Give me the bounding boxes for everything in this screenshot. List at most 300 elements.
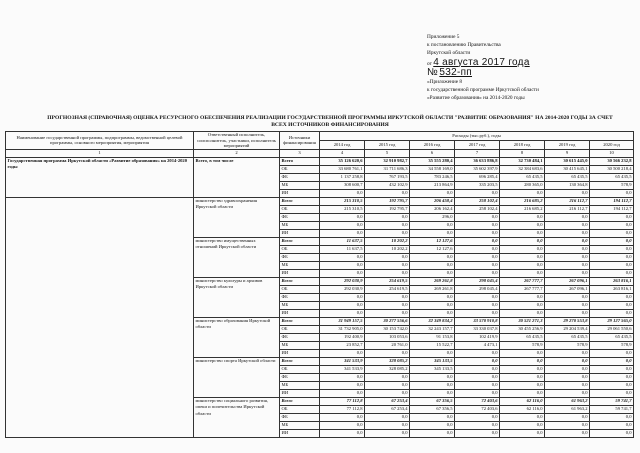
value-cell: 0,0 bbox=[320, 189, 365, 197]
value-cell: 0,0 bbox=[545, 381, 590, 389]
value-cell: 0,0 bbox=[320, 413, 365, 421]
value-cell: 0,0 bbox=[410, 229, 455, 237]
value-cell: 0,0 bbox=[365, 389, 410, 397]
value-cell: 0,0 bbox=[410, 293, 455, 301]
value-cell: 59 741,7 bbox=[590, 397, 634, 405]
value-cell: 65 435,5 bbox=[500, 173, 545, 181]
source-cell: МБ bbox=[280, 221, 320, 229]
value-cell: 216 685,2 bbox=[500, 197, 545, 205]
source-cell: ОБ bbox=[280, 245, 320, 253]
value-cell: 0,0 bbox=[320, 389, 365, 397]
value-cell: 65 435,5 bbox=[545, 173, 590, 181]
value-cell: 0,0 bbox=[410, 389, 455, 397]
value-cell: 0,0 bbox=[410, 421, 455, 429]
value-cell: 0,0 bbox=[590, 373, 634, 381]
value-cell: 0,0 bbox=[410, 253, 455, 261]
value-cell: 0,0 bbox=[455, 237, 500, 245]
source-cell: ИИ bbox=[280, 269, 320, 277]
value-cell: 335 203,5 bbox=[455, 181, 500, 189]
value-cell: 298 045,4 bbox=[455, 277, 500, 285]
value-cell: 0,0 bbox=[410, 349, 455, 357]
value-cell: 61 963,2 bbox=[545, 397, 590, 405]
appendix-line-6: «Развитие образования» на 2014-2020 годы bbox=[427, 95, 525, 102]
value-cell: 32 349 834,2 bbox=[410, 317, 455, 325]
appendix-line-1: Приложение 5 bbox=[427, 34, 460, 40]
value-cell: 62 116,0 bbox=[500, 397, 545, 405]
value-cell: 258 102,4 bbox=[455, 205, 500, 213]
value-cell: 0,0 bbox=[320, 301, 365, 309]
value-cell: 0,0 bbox=[320, 221, 365, 229]
value-cell: 0,0 bbox=[365, 429, 410, 437]
value-cell: 269 261,8 bbox=[410, 285, 455, 293]
value-cell: 29 061 550,6 bbox=[590, 325, 634, 333]
value-cell: 0,0 bbox=[455, 429, 500, 437]
value-cell: 0,0 bbox=[500, 293, 545, 301]
value-cell: 33 330 037,8 bbox=[455, 325, 500, 333]
value-cell: 23 852,7 bbox=[320, 341, 365, 349]
value-cell: 0,0 bbox=[590, 357, 634, 365]
value-cell: 0,0 bbox=[590, 365, 634, 373]
value-cell: 0,0 bbox=[320, 309, 365, 317]
value-cell: 267 777,7 bbox=[500, 277, 545, 285]
value-cell: 67 356,5 bbox=[410, 405, 455, 413]
value-cell: 0,0 bbox=[455, 309, 500, 317]
value-cell: 0,0 bbox=[455, 253, 500, 261]
source-cell: Всего bbox=[280, 317, 320, 325]
value-cell: 0,0 bbox=[500, 373, 545, 381]
source-cell: МБ bbox=[280, 261, 320, 269]
value-cell: 0,0 bbox=[545, 421, 590, 429]
value-cell: 30 415 645,1 bbox=[545, 165, 590, 173]
executor-cell: министерство здравоохранения Иркутской области bbox=[194, 197, 280, 237]
value-cell: 72 403,6 bbox=[455, 397, 500, 405]
value-cell: 0,0 bbox=[545, 253, 590, 261]
value-cell: 35 555 280,4 bbox=[410, 157, 455, 165]
value-cell: 65 435,5 bbox=[545, 333, 590, 341]
source-cell: Всего bbox=[280, 157, 320, 165]
value-cell: 0,0 bbox=[545, 189, 590, 197]
column-index: 9 bbox=[545, 149, 590, 157]
value-cell: 91 153,8 bbox=[410, 333, 455, 341]
value-cell: 0,0 bbox=[590, 309, 634, 317]
value-cell: 292 030,9 bbox=[320, 285, 365, 293]
value-cell: 0,0 bbox=[590, 221, 634, 229]
value-cell: 0,0 bbox=[545, 293, 590, 301]
value-cell: 783 246,5 bbox=[410, 173, 455, 181]
value-cell: 30 455 256,9 bbox=[500, 325, 545, 333]
value-cell: 0,0 bbox=[590, 421, 634, 429]
value-cell: 578,9 bbox=[545, 341, 590, 349]
source-cell: МБ bbox=[280, 381, 320, 389]
value-cell: 0,0 bbox=[500, 221, 545, 229]
value-cell: 32 730 484,1 bbox=[500, 157, 545, 165]
executor-cell: министерство спорта Иркутской области bbox=[194, 357, 280, 397]
value-cell: 292 030,9 bbox=[320, 277, 365, 285]
column-index: 4 bbox=[320, 149, 365, 157]
value-cell: 0,0 bbox=[500, 389, 545, 397]
executor-cell: министерство имущественных отношений Иркутской области bbox=[194, 237, 280, 277]
header-row-1 bbox=[6, 132, 634, 141]
source-cell: ИИ bbox=[280, 429, 320, 437]
value-cell: 206 458,4 bbox=[410, 197, 455, 205]
value-cell: 0,0 bbox=[590, 213, 634, 221]
value-cell: 32 384 683,6 bbox=[500, 165, 545, 173]
value-cell: 0,0 bbox=[455, 349, 500, 357]
value-cell: 0,0 bbox=[410, 413, 455, 421]
value-cell: 0,0 bbox=[500, 381, 545, 389]
value-cell: 0,0 bbox=[320, 253, 365, 261]
value-cell: 0,0 bbox=[455, 229, 500, 237]
value-cell: 130 364,8 bbox=[545, 181, 590, 189]
value-cell: 103 053,6 bbox=[365, 333, 410, 341]
source-cell: Всего bbox=[280, 237, 320, 245]
value-cell: 31 732 905,0 bbox=[320, 325, 365, 333]
value-cell: 0,0 bbox=[590, 253, 634, 261]
value-cell: 0,0 bbox=[545, 229, 590, 237]
value-cell: 30 566 232,8 bbox=[590, 157, 634, 165]
value-cell: 215 310,5 bbox=[320, 205, 365, 213]
appendix-line-2: к постановлению Правительства bbox=[427, 42, 501, 49]
header-year: 2015 год bbox=[365, 140, 410, 149]
value-cell: 0,0 bbox=[590, 229, 634, 237]
value-cell: 0,0 bbox=[500, 357, 545, 365]
value-cell: 328 085,2 bbox=[365, 365, 410, 373]
source-cell: ФБ bbox=[280, 413, 320, 421]
value-cell: 0,0 bbox=[590, 293, 634, 301]
value-cell: 0,0 bbox=[365, 421, 410, 429]
source-cell: ОБ bbox=[280, 325, 320, 333]
source-cell: МБ bbox=[280, 421, 320, 429]
executor-cell: министерство культуры и архивов Иркутской области bbox=[194, 277, 280, 317]
value-cell: 578,9 bbox=[500, 341, 545, 349]
value-cell: 0,0 bbox=[455, 365, 500, 373]
value-cell: 0,0 bbox=[590, 429, 634, 437]
value-cell: 35 126 620,6 bbox=[320, 157, 365, 165]
executor-cell: министерство образования Иркутской области bbox=[194, 317, 280, 357]
header-executor: Ответственный исполнитель, соисполнитель, участники, исполнитель мероприятий bbox=[194, 132, 280, 150]
source-cell: ФБ bbox=[280, 373, 320, 381]
date-prefix: от bbox=[427, 60, 432, 67]
value-cell: 192 795,7 bbox=[365, 205, 410, 213]
value-cell: 0,0 bbox=[455, 261, 500, 269]
value-cell: 298 045,4 bbox=[455, 285, 500, 293]
document-title: ПРОГНОЗНАЯ (СПРАВОЧНАЯ) ОЦЕНКА РЕСУРСНОГО ОБЕСПЕЧЕНИЯ РЕАЛИЗАЦИИ ГОСУДАРСТВЕННОЙ ПРОГРАММЫ ИРКУТСКОЙ ОБЛАСТИ "РАЗВИТИЕ ОБРАЗОВАНИЯ" НА 2014-2020 ГОДЫ ЗА СЧЕТ ВСЕХ ИСТОЧНИКОВ ФИНАНСИРОВАНИЯ bbox=[47, 115, 613, 128]
appendix-line-4: «Приложение 8 bbox=[427, 79, 463, 86]
value-cell: 0,0 bbox=[590, 389, 634, 397]
executor-cell: министерство социального развития, опеки и попечительства Иркутской области bbox=[194, 397, 280, 437]
value-cell: 0,0 bbox=[545, 365, 590, 373]
source-cell: ФБ bbox=[280, 293, 320, 301]
value-cell: 0,0 bbox=[365, 221, 410, 229]
value-cell: 10 202,2 bbox=[365, 237, 410, 245]
value-cell: 77 112,8 bbox=[320, 405, 365, 413]
program-name-cell: Государственная программа Иркутской области «Развитие образования» на 2014-2020 годы bbox=[6, 157, 194, 197]
value-cell: 0,0 bbox=[545, 237, 590, 245]
value-cell: 0,0 bbox=[320, 213, 365, 221]
value-cell: 0,0 bbox=[320, 229, 365, 237]
value-cell: 0,0 bbox=[455, 213, 500, 221]
value-cell: 0,0 bbox=[455, 421, 500, 429]
column-index: 6 bbox=[410, 149, 455, 157]
value-cell: 0,0 bbox=[500, 253, 545, 261]
value-cell: 0,0 bbox=[455, 221, 500, 229]
value-cell: 11 637,5 bbox=[320, 237, 365, 245]
value-cell: 0,0 bbox=[590, 237, 634, 245]
source-cell: ИИ bbox=[280, 229, 320, 237]
value-cell: 263 816,1 bbox=[590, 277, 634, 285]
value-cell: 267 096,1 bbox=[545, 285, 590, 293]
value-cell: 578,9 bbox=[590, 341, 634, 349]
source-cell: ОБ bbox=[280, 165, 320, 173]
value-cell: 65 435,5 bbox=[500, 333, 545, 341]
table-row bbox=[6, 157, 634, 165]
value-cell: 0,0 bbox=[365, 349, 410, 357]
value-cell: 0,0 bbox=[545, 429, 590, 437]
value-cell: 0,0 bbox=[590, 245, 634, 253]
value-cell: 0,0 bbox=[365, 413, 410, 421]
value-cell: 30 521 271,3 bbox=[500, 317, 545, 325]
value-cell: 33 680 761,1 bbox=[320, 165, 365, 173]
value-cell: 32 243 157,7 bbox=[410, 325, 455, 333]
source-cell: Всего bbox=[280, 277, 320, 285]
table-row bbox=[6, 197, 634, 205]
value-cell: 0,0 bbox=[320, 261, 365, 269]
value-cell: 0,0 bbox=[410, 373, 455, 381]
value-cell: 254 619,5 bbox=[365, 285, 410, 293]
value-cell: 767 193,5 bbox=[365, 173, 410, 181]
value-cell: 341 533,9 bbox=[320, 365, 365, 373]
source-cell: ФБ bbox=[280, 213, 320, 221]
value-cell: 432 102,9 bbox=[365, 181, 410, 189]
header-source: Источники финансирования bbox=[280, 132, 320, 150]
value-cell: 0,0 bbox=[455, 189, 500, 197]
value-cell: 67 253,4 bbox=[365, 405, 410, 413]
value-cell: 0,0 bbox=[500, 261, 545, 269]
value-cell: 0,0 bbox=[590, 413, 634, 421]
value-cell: 0,0 bbox=[455, 373, 500, 381]
value-cell: 216 112,7 bbox=[545, 205, 590, 213]
value-cell: 12 127,6 bbox=[410, 237, 455, 245]
value-cell: 206 162,4 bbox=[410, 205, 455, 213]
value-cell: 308 600,7 bbox=[320, 181, 365, 189]
value-cell: 29 204 539,4 bbox=[545, 325, 590, 333]
value-cell: 345 133,5 bbox=[410, 365, 455, 373]
source-cell: МБ bbox=[280, 341, 320, 349]
value-cell: 77 112,8 bbox=[320, 397, 365, 405]
value-cell: 0,0 bbox=[365, 293, 410, 301]
column-index-row bbox=[6, 149, 634, 157]
value-cell: 0,0 bbox=[545, 373, 590, 381]
value-cell: 0,0 bbox=[545, 221, 590, 229]
column-index: 2 bbox=[194, 149, 280, 157]
source-cell: Всего bbox=[280, 357, 320, 365]
value-cell: 0,0 bbox=[365, 381, 410, 389]
value-cell: 0,0 bbox=[365, 189, 410, 197]
value-cell: 0,0 bbox=[365, 269, 410, 277]
value-cell: 0,0 bbox=[455, 413, 500, 421]
value-cell: 0,0 bbox=[500, 245, 545, 253]
value-cell: 0,0 bbox=[545, 309, 590, 317]
executor-cell: Всего, в том числе bbox=[194, 157, 280, 197]
value-cell: 31 711 686,3 bbox=[365, 165, 410, 173]
value-cell: 0,0 bbox=[410, 189, 455, 197]
header-year: 2018 год bbox=[500, 140, 545, 149]
value-cell: 0,0 bbox=[500, 429, 545, 437]
value-cell: 0,0 bbox=[320, 349, 365, 357]
appendix-number-line bbox=[427, 68, 627, 78]
value-cell: 578,9 bbox=[590, 181, 634, 189]
source-cell: ОБ bbox=[280, 285, 320, 293]
value-cell: 30 500 218,4 bbox=[590, 165, 634, 173]
value-cell: 11 637,5 bbox=[320, 245, 365, 253]
source-cell: ОБ bbox=[280, 405, 320, 413]
source-cell: ФБ bbox=[280, 173, 320, 181]
value-cell: 0,0 bbox=[365, 253, 410, 261]
value-cell: 213 864,9 bbox=[410, 181, 455, 189]
source-cell: ФБ bbox=[280, 253, 320, 261]
value-cell: 0,0 bbox=[455, 301, 500, 309]
value-cell: 30 615 445,0 bbox=[545, 157, 590, 165]
value-cell: 0,0 bbox=[410, 221, 455, 229]
value-cell: 0,0 bbox=[320, 429, 365, 437]
value-cell: 0,0 bbox=[500, 309, 545, 317]
value-cell: 0,0 bbox=[590, 381, 634, 389]
value-cell: 0,0 bbox=[590, 261, 634, 269]
source-cell: ИИ bbox=[280, 389, 320, 397]
value-cell: 29 270 553,8 bbox=[545, 317, 590, 325]
value-cell: 0,0 bbox=[590, 301, 634, 309]
value-cell: 0,0 bbox=[590, 189, 634, 197]
value-cell: 32 910 982,7 bbox=[365, 157, 410, 165]
value-cell: 67 356,5 bbox=[410, 397, 455, 405]
value-cell: 0,0 bbox=[545, 349, 590, 357]
value-cell: 0,0 bbox=[320, 269, 365, 277]
value-cell: 0,0 bbox=[455, 269, 500, 277]
value-cell: 215 310,5 bbox=[320, 197, 365, 205]
value-cell: 0,0 bbox=[500, 189, 545, 197]
value-cell: 0,0 bbox=[500, 421, 545, 429]
value-cell: 269 261,8 bbox=[410, 277, 455, 285]
source-cell: ОБ bbox=[280, 205, 320, 213]
value-cell: 194 112,7 bbox=[590, 197, 634, 205]
value-cell: 59 741,7 bbox=[590, 405, 634, 413]
value-cell: 0,0 bbox=[410, 381, 455, 389]
value-cell: 0,0 bbox=[455, 293, 500, 301]
value-cell: 0,0 bbox=[500, 349, 545, 357]
value-cell: 267 096,1 bbox=[545, 277, 590, 285]
value-cell: 102 419,9 bbox=[455, 333, 500, 341]
value-cell: 192 400,9 bbox=[320, 333, 365, 341]
header-year: 2016 год bbox=[410, 140, 455, 149]
value-cell: 33 570 910,8 bbox=[455, 317, 500, 325]
value-cell: 67 253,4 bbox=[365, 397, 410, 405]
value-cell: 65 435,5 bbox=[590, 173, 634, 181]
source-cell: ОБ bbox=[280, 365, 320, 373]
value-cell: 0,0 bbox=[455, 381, 500, 389]
column-index: 7 bbox=[455, 149, 500, 157]
value-cell: 0,0 bbox=[500, 213, 545, 221]
number-prefix: № bbox=[427, 66, 439, 78]
value-cell: 36 633 886,8 bbox=[455, 157, 500, 165]
value-cell: 0,0 bbox=[500, 229, 545, 237]
value-cell: 696 285,4 bbox=[455, 173, 500, 181]
value-cell: 0,0 bbox=[545, 389, 590, 397]
value-cell: 0,0 bbox=[365, 309, 410, 317]
value-cell: 0,0 bbox=[545, 357, 590, 365]
column-index: 10 bbox=[590, 149, 634, 157]
value-cell: 216 685,2 bbox=[500, 205, 545, 213]
value-cell: 29 127 565,0 bbox=[590, 317, 634, 325]
value-cell: 0,0 bbox=[545, 301, 590, 309]
value-cell: 0,0 bbox=[545, 261, 590, 269]
value-cell: 0,0 bbox=[500, 237, 545, 245]
value-cell: 254 619,5 bbox=[365, 277, 410, 285]
value-cell: 31 949 157,5 bbox=[320, 317, 365, 325]
header-year: 2020 год bbox=[590, 140, 634, 149]
value-cell: 258 102,4 bbox=[455, 197, 500, 205]
source-cell: ИИ bbox=[280, 349, 320, 357]
header-year: 2019 год bbox=[545, 140, 590, 149]
source-cell: ИИ bbox=[280, 189, 320, 197]
value-cell: 15 522,7 bbox=[410, 341, 455, 349]
header-name: Наименование государственной программы, подпрограммы, ведомственной целевой программы, основного мероприятия, мероприятия bbox=[6, 132, 194, 150]
source-cell: ИИ bbox=[280, 309, 320, 317]
value-cell: 0,0 bbox=[365, 373, 410, 381]
value-cell: 35 602 397,9 bbox=[455, 165, 500, 173]
value-cell: 0,0 bbox=[545, 213, 590, 221]
source-cell: МБ bbox=[280, 181, 320, 189]
header-year: 2017 год bbox=[455, 140, 500, 149]
value-cell: 0,0 bbox=[365, 229, 410, 237]
value-cell: 0,0 bbox=[410, 309, 455, 317]
column-index: 5 bbox=[365, 149, 410, 157]
value-cell: 0,0 bbox=[500, 413, 545, 421]
value-cell: 1 137 258,8 bbox=[320, 173, 365, 181]
value-cell: 20 761,0 bbox=[365, 341, 410, 349]
source-cell: Всего bbox=[280, 197, 320, 205]
header-expenses: Расходы (тыс.руб.), годы bbox=[320, 132, 634, 141]
value-cell: 216 112,7 bbox=[545, 197, 590, 205]
value-cell: 61 963,2 bbox=[545, 405, 590, 413]
value-cell: 0,0 bbox=[545, 413, 590, 421]
value-cell: 34 558 169,0 bbox=[410, 165, 455, 173]
resource-table bbox=[5, 131, 634, 438]
value-cell: 0,0 bbox=[590, 349, 634, 357]
value-cell: 30 277 556,6 bbox=[365, 317, 410, 325]
source-cell: ФБ bbox=[280, 333, 320, 341]
column-index: 8 bbox=[500, 149, 545, 157]
value-cell: 0,0 bbox=[410, 261, 455, 269]
value-cell: 0,0 bbox=[500, 269, 545, 277]
program-name-cell-empty bbox=[6, 197, 194, 437]
value-cell: 0,0 bbox=[365, 213, 410, 221]
value-cell: 0,0 bbox=[410, 301, 455, 309]
column-index: 3 bbox=[280, 149, 320, 157]
source-cell: Всего bbox=[280, 397, 320, 405]
table-body bbox=[6, 149, 634, 437]
value-cell: 328 085,2 bbox=[365, 357, 410, 365]
value-cell: 0,0 bbox=[320, 421, 365, 429]
value-cell: 0,0 bbox=[410, 429, 455, 437]
value-cell: 194 112,7 bbox=[590, 205, 634, 213]
value-cell: 72 403,6 bbox=[455, 405, 500, 413]
value-cell: 341 533,9 bbox=[320, 357, 365, 365]
appendix-line-3: Иркутской области bbox=[427, 50, 471, 57]
appendix-block bbox=[427, 33, 627, 103]
value-cell: 0,0 bbox=[455, 357, 500, 365]
value-cell: 12 127,6 bbox=[410, 245, 455, 253]
value-cell: 30 153 742,0 bbox=[365, 325, 410, 333]
